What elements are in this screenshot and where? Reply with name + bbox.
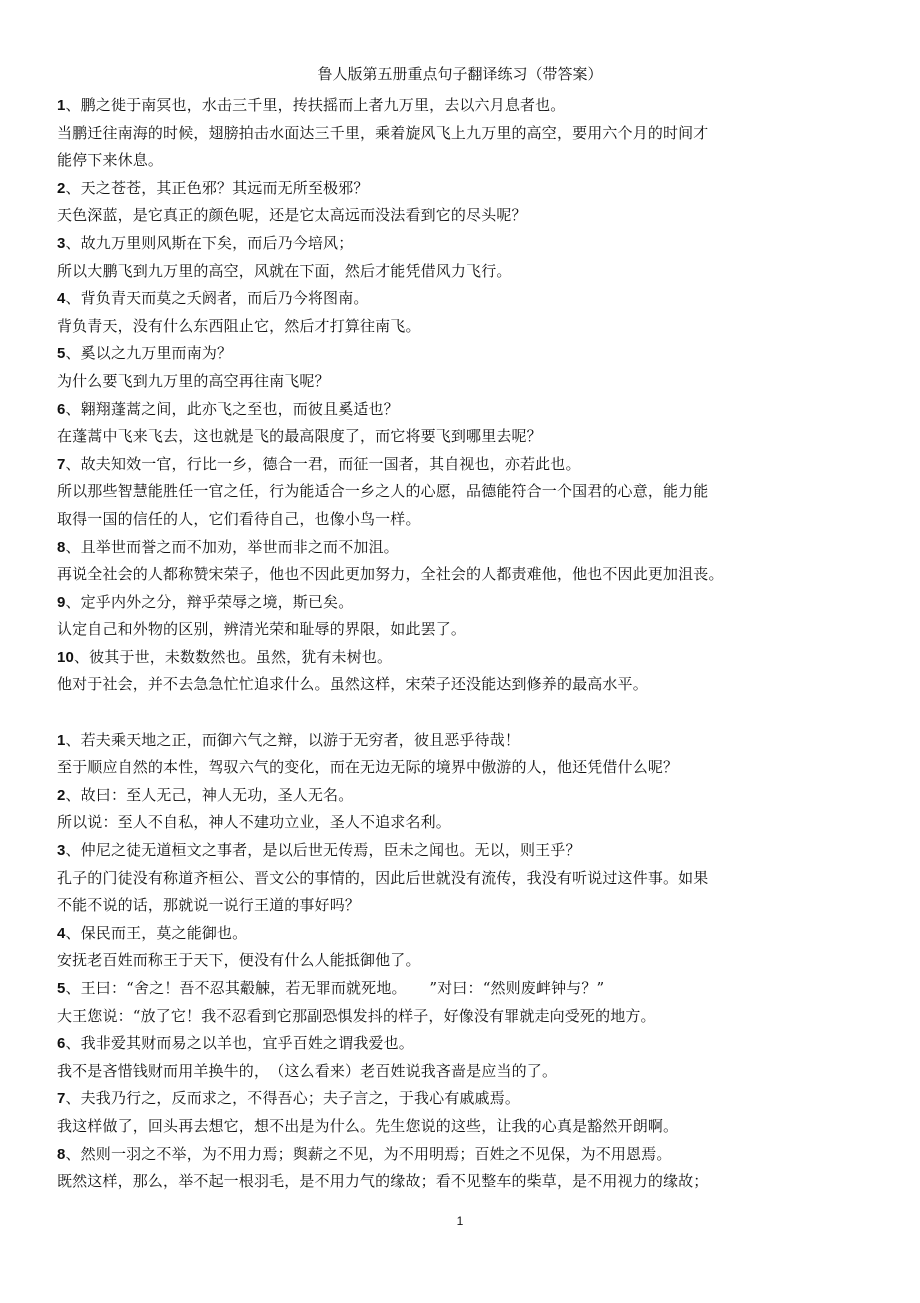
question-sentence: [57, 920, 867, 948]
question-sentence: [57, 396, 867, 424]
question-text: 、奚以之九万里而南为？: [65, 344, 233, 363]
question-text: 、故九万里则风斯在下矣，而后乃今培风；: [65, 233, 354, 252]
question-text: 、然则一羽之不举，为不用力焉；舆薪之不见，为不用明焉；百姓之不见保，为不用恩焉。: [65, 1144, 672, 1163]
question-number: 10: [57, 648, 74, 666]
question-sentence: [57, 782, 867, 810]
question-number: 1: [57, 97, 66, 114]
translation-line: 在蓬蒿中飞来飞去，这也就是飞的最高限度了，而它将要飞到哪里去呢？: [57, 427, 542, 446]
question-number: 5: [57, 980, 66, 997]
question-sentence: [57, 175, 867, 203]
question-sentence: [57, 534, 867, 562]
translation-line: 天色深蓝，是它真正的颜色呢，还是它太高远而没法看到它的尽头呢？: [57, 206, 527, 225]
question-number: 7: [57, 455, 66, 473]
question-sentence: [57, 285, 867, 313]
question-number: 2: [57, 786, 66, 804]
translation-line: 背负青天，没有什么东西阻止它，然后才打算往南飞。: [57, 316, 421, 335]
translation-line: 取得一国的信任的人，它们看待自己，也像小鸟一样。: [57, 509, 421, 528]
question-sentence: [57, 1030, 867, 1058]
translation-line: 所以那些智慧能胜任一官之任，行为能适合一乡之人的心愿，品德能符合一个国君的心意，能力能: [57, 482, 709, 501]
question-sentence: [57, 92, 867, 120]
question-sentence: [57, 1141, 867, 1169]
translation-line: 能停下来休息。: [57, 151, 164, 170]
question-sentence: [57, 644, 867, 672]
translation-line: 所以大鹏飞到九万里的高空，风就在下面，然后才能凭借风力飞行。: [57, 261, 512, 280]
question-text: 、故夫知效一官，行比一乡，德合一君，而征一国者，其自视也，亦若此也。: [65, 454, 581, 473]
translation-line: 他对于社会，并不去急急忙忙追求什么。虽然这样，宋荣子还没能达到修养的最高水平。: [57, 675, 648, 694]
question-number: 3: [57, 234, 66, 252]
translation-line: 我这样做了，回头再去想它，想不出是为什么。先生您说的这些，让我的心真是豁然开朗啊。: [57, 1116, 679, 1135]
question-text: 、定乎内外之分，辩乎荣辱之境，斯已矣。: [65, 592, 354, 611]
section-1: [57, 92, 867, 699]
question-text: 、背负青天而莫之夭阏者，而后乃今将图南。: [65, 289, 369, 308]
question-text: 、鹏之徙于南冥也，水击三千里，抟扶摇而上者九万里，去以六月息者也。: [65, 96, 566, 114]
translation-line: 我不是吝惜钱财而用羊换牛的， （这么看来）老百姓说我吝啬是应当的了。: [57, 1061, 558, 1080]
question-text: 、保民而王，莫之能御也。: [65, 923, 248, 942]
question-text: 、王曰：“舍之！吾不忍其觳觫，若无罪而就死地。 ”对曰：“然则废衅钟与？”: [65, 979, 605, 997]
translation-line: 为什么要飞到九万里的高空再往南飞呢？: [57, 371, 330, 390]
page-title: 鲁人版第五册重点句子翻译练习（带答案）: [317, 65, 603, 83]
question-number: 6: [57, 1035, 66, 1053]
question-number: 4: [57, 290, 66, 308]
section-gap: [57, 699, 867, 727]
translation-line: 安抚老百姓而称王于天下，便没有什么人能抵御他了。: [57, 951, 421, 970]
question-number: 7: [57, 1090, 66, 1108]
translation-line: 所以说：至人不自私，神人不建功立业，圣人不追求名利。: [57, 813, 451, 832]
question-number: 4: [57, 924, 66, 942]
question-sentence: [57, 589, 867, 617]
question-number: 3: [57, 842, 66, 860]
translation-line: 孔子的门徒没有称道齐桓公、晋文公的事情的，因此后世就没有流传，我没有听说过这件事。如果: [57, 868, 709, 887]
question-number: 8: [57, 1145, 66, 1163]
question-text: 、我非爱其财而易之以羊也，宜乎百姓之谓我爱也。: [65, 1034, 414, 1053]
question-sentence: [57, 975, 867, 1003]
question-text: 、翱翔蓬蒿之间，此亦飞之至也，而彼且奚适也？: [65, 399, 399, 418]
document-body: [57, 92, 867, 1196]
question-sentence: [57, 340, 867, 368]
question-text: 、彼其于世，未数数然也。虽然，犹有未树也。: [74, 647, 393, 666]
question-sentence: [57, 230, 867, 258]
question-sentence: [57, 727, 867, 755]
question-text: 、仲尼之徒无道桓文之事者，是以后世无传焉，臣未之闻也。无以，则王乎？: [65, 841, 581, 860]
question-sentence: [57, 837, 867, 865]
question-text: 、且举世而誉之而不加劝，举世而非之而不加沮。: [65, 537, 399, 556]
question-text: 、故曰：至人无己，神人无功，圣人无名。: [65, 785, 354, 804]
question-number: 5: [57, 345, 66, 363]
question-sentence: [57, 1085, 867, 1113]
translation-line: 再说全社会的人都称赞宋荣子，他也不因此更加努力，全社会的人都责难他，他也不因此更加沮丧。: [57, 565, 724, 584]
page-number: 1: [456, 1214, 464, 1228]
question-number: 1: [57, 731, 66, 749]
question-number: 2: [57, 179, 66, 197]
question-number: 9: [57, 593, 66, 611]
section-2: [57, 727, 867, 1196]
question-text: 、若夫乘天地之正，而御六气之辩，以游于无穷者，彼且恶乎待哉！: [65, 730, 521, 749]
translation-line: 既然这样，那么，举不起一根羽毛，是不用力气的缘故；看不见整车的柴草，是不用视力的缘故；: [57, 1172, 709, 1191]
translation-line: 当鹏迁往南海的时候，翅膀拍击水面达三千里，乘着旋风飞上九万里的高空，要用六个月的时间才: [57, 123, 709, 142]
translation-line: 大王您说：“放了它！我不忍看到它那副恐惧发抖的样子，好像没有罪就走向受死的地方。: [57, 1006, 656, 1025]
question-sentence: [57, 451, 867, 479]
question-number: 8: [57, 538, 66, 556]
translation-line: 至于顺应自然的本性，驾驭六气的变化，而在无边无际的境界中傲游的人，他还凭借什么呢？: [57, 758, 679, 777]
question-number: 6: [57, 400, 66, 418]
translation-line: 认定自己和外物的区别，辨清光荣和耻辱的界限，如此罢了。: [57, 620, 467, 639]
question-text: 、夫我乃行之，反而求之，不得吾心；夫子言之，于我心有戚戚焉。: [65, 1089, 521, 1108]
question-text: 、天之苍苍，其正色邪？其远而无所至极邪？: [65, 178, 369, 197]
translation-line: 不能不说的话，那就说一说行王道的事好吗？: [57, 896, 361, 915]
